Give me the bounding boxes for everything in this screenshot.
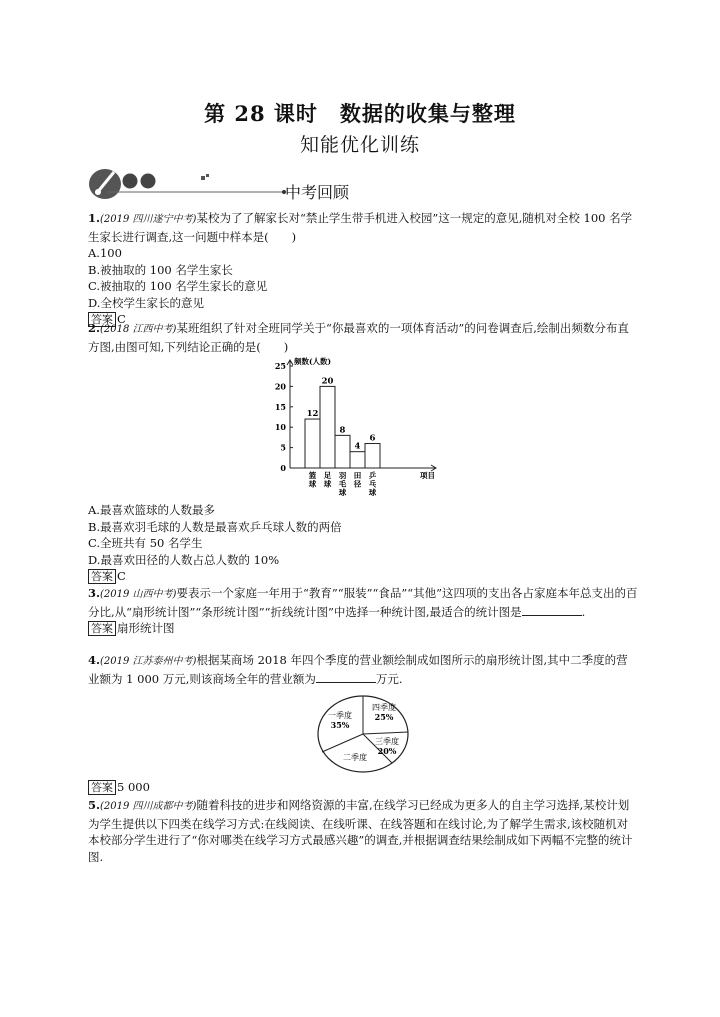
category-label: 足球 [323,471,332,489]
category-label: 篮球 [308,471,317,489]
pie-value-q4: 25% [374,712,394,722]
pie-label-q4: 四季度 [372,703,396,712]
option-c: C.被抽取的 100 名学生家长的意见 [88,279,268,293]
y-tick-label: 15 [274,401,286,412]
bar-4 [350,452,365,468]
pie-value-q3: 20% [377,746,397,756]
y-tick-label: 20 [274,381,286,392]
question-1 [88,210,638,328]
answer-blank [522,604,582,616]
question-source: (2019 山西中考) [100,589,177,600]
answer-tag: 答案 [88,621,116,636]
answer-value: 扇形统计图 [117,621,175,635]
question-number: 1. [88,211,101,225]
y-tick-label: 10 [274,422,286,433]
answer-value: C [117,312,126,326]
question-4 [88,652,638,687]
option-c: C.全班共有 50 名学生 [88,536,203,550]
question-stem: 随着科技的进步和网络资源的丰富,在线学习已经成为更多人的自主学习选择,某校计划为学生提供以下四类在线学习方式:在线阅读、在线听课、在线答题和在线讨论,为了解学生需求,该校随机对本校部分学生进行了“你对哪类在线学习方式最感兴趣”的调查,并根据调查结果绘制成如下两幅不完整的统计图. [88,798,633,864]
option-b: B.最喜欢羽毛球的人数是最喜欢乒乓球人数的两倍 [88,519,342,534]
option-b: B.被抽取的 100 名学生家长 [88,262,233,277]
question-source: (2019 四川成都中考) [100,801,197,812]
question-5 [88,797,638,865]
bar-1 [305,419,320,468]
option-d: D.最喜欢田径的人数占总人数的 10% [88,552,280,567]
question-2-options [88,502,638,585]
category-label: 乒乓球 [368,471,377,497]
question-source: (2019 江苏泰州中考) [100,656,197,667]
y-tick-label: 5 [280,442,286,453]
bar-value-label: 6 [369,433,376,444]
option-a: A.100 [88,246,122,260]
bar-value-label: 12 [306,409,319,420]
answer-value: C [117,569,126,583]
question-stem: 某班组织了针对全班同学关于“你最喜欢的一项体育活动”的问卷调查后,绘制出频数分布直方图,由图可知,下列结论正确的是( ) [88,321,629,354]
category-label: 羽毛球 [338,471,347,497]
bar-value-label: 4 [354,441,361,452]
bar-5 [365,444,380,468]
question-source: (2018 江西中考) [100,324,177,335]
question-number: 4. [88,653,101,667]
brush-icon [89,169,121,199]
pie-label-q2: 二季度 [343,753,367,762]
bar-value-label: 8 [339,425,346,436]
bar-value-label: 20 [321,376,334,387]
question-4-answer [88,779,638,796]
question-number: 5. [88,798,101,812]
category-label: 田径 [353,471,362,489]
answer-tag: 答案 [88,312,116,327]
x-axis-label: 项目 [420,471,435,480]
option-a: A.最喜欢篮球的人数最多 [88,503,215,517]
y-axis-label: 频数(人数) [294,357,332,366]
question-stem: 某校为了了解家长对“禁止学生带手机进入校园”这一规定的意见,随机对全校 100 名学生家长进行调查,这一问题中样本是( ) [88,211,633,244]
page-subtitle: 知能优化训练 [299,134,420,156]
pie-divider [322,734,363,752]
bar-3 [335,435,350,468]
dot-icon [123,174,138,189]
pie-value-q1: 35% [330,720,350,730]
question-stem: 根据某商场 2018 年四个季度的营业额绘制成如图所示的扇形统计图,其中二季度的营业额为 1 000 万元,则该商场全年的营业额为 [88,653,628,686]
question-number: 3. [88,586,101,600]
question-source: (2019 四川遂宁中考) [100,214,197,225]
y-tick-label: 0 [280,463,286,473]
pie-label-q3: 三季度 [375,737,399,746]
bar-chart [268,352,458,502]
option-d: D.全校学生家长的意见 [88,295,204,310]
page-title: 第 28 课时 数据的收集与整理 [204,101,516,126]
answer-tag: 答案 [88,780,116,795]
question-stem-end: 万元. [375,671,403,686]
answer-line [88,779,638,796]
question-3: 3.(2019 山西中考)要表示一个家庭一年用于“教育”“服装”“食品”“其他”这四项的支出各占家庭本年总支出的百分比,从“扇形统计图”“条形统计图”“折线统计图”中选择一种统计图,最适合的统计图是 . 答案 扇形统计图 [88,586,638,635]
answer-tag: 答案 [88,569,116,584]
pie-label-q1: 一季度 [328,711,352,720]
dot-icon [141,174,156,189]
answer-blank [316,671,376,683]
question-number: 2. [88,321,101,335]
answer-line [88,568,638,585]
pie-divider [363,732,408,734]
question-stem: 要表示一个家庭一年用于“教育”“服装”“食品”“其他”这四项的支出各占家庭本年总支出的百分比,从“扇形统计图”“条形统计图”“折线统计图”中选择一种统计图,最适合的统计图是 [88,586,638,619]
y-tick-label: 25 [274,361,286,371]
section-title: 中考回顾 [285,183,350,202]
answer-line [88,620,638,637]
bar-2 [320,386,335,468]
answer-value: 5 000 [117,780,150,794]
pie-chart [308,694,418,774]
question-2 [88,320,638,355]
